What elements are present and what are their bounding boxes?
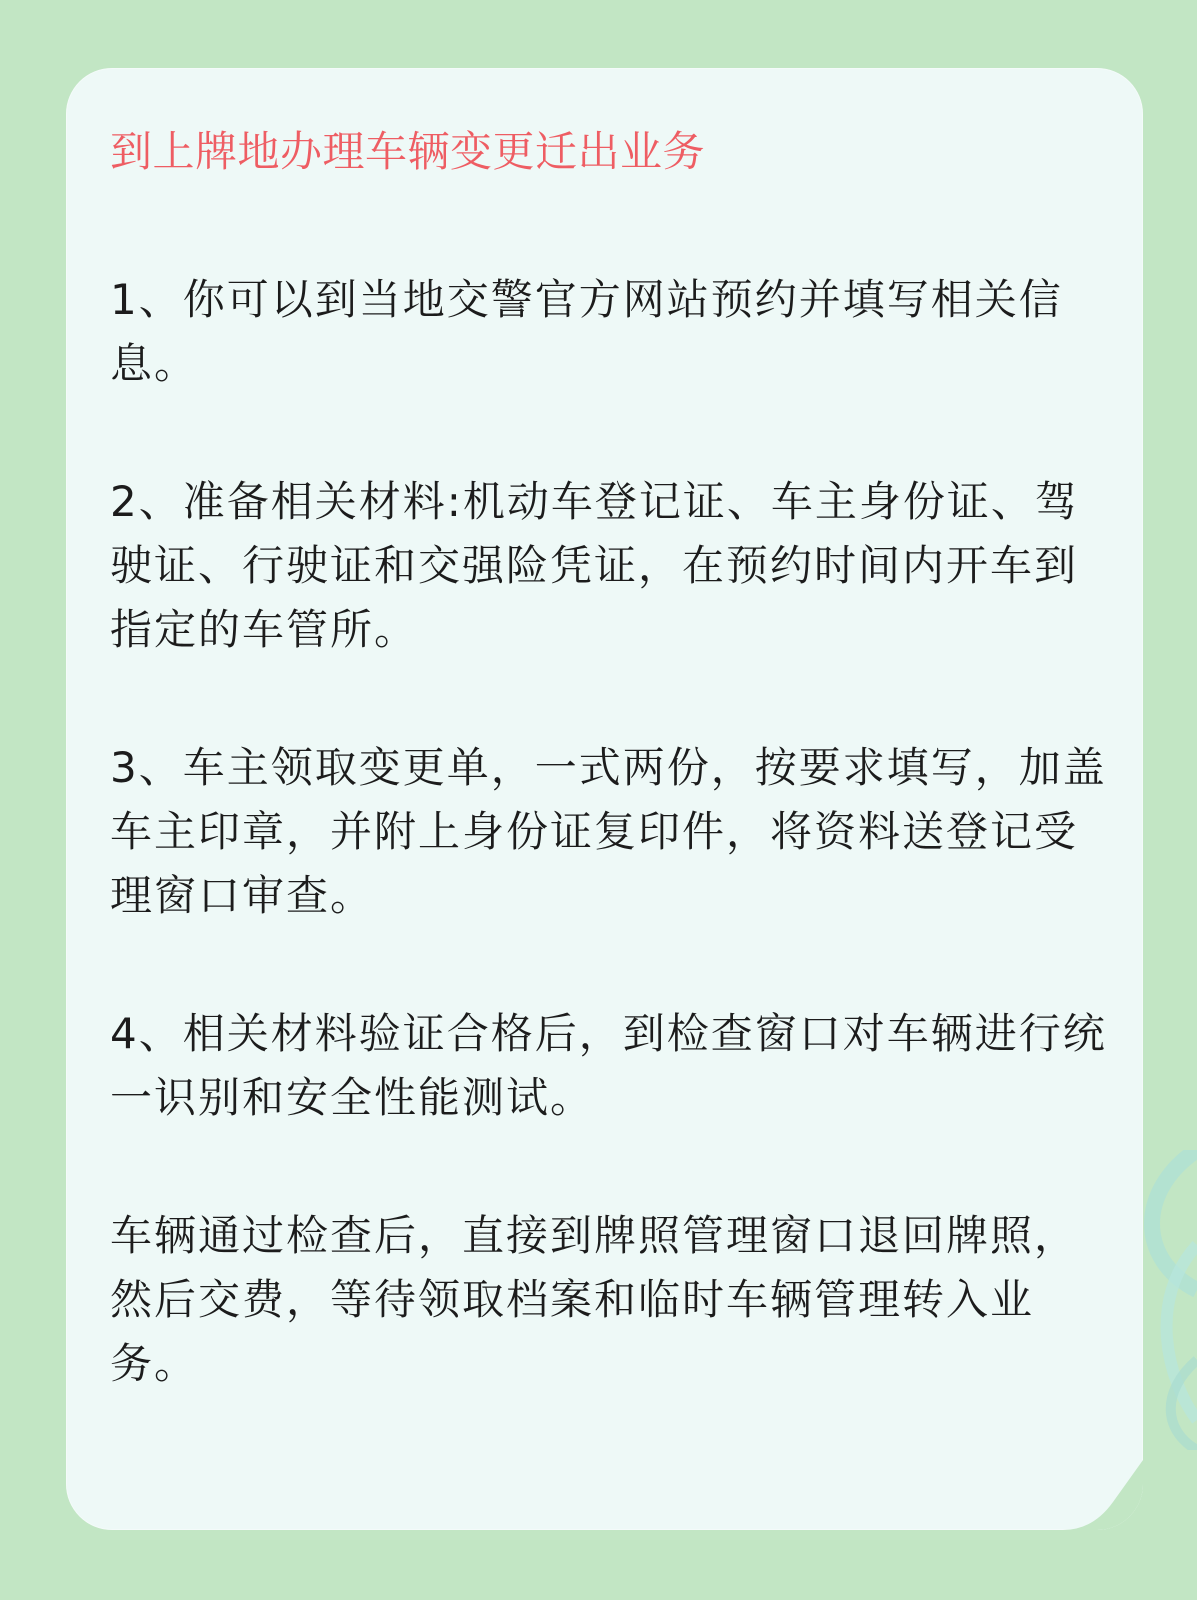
step-3-paragraph: 3、车主领取变更单，一式两份，按要求填写，加盖车主印章，并附上身份证复印件，将资料送登记受理窗口审查。 [110, 743, 1107, 920]
step-2-paragraph: 2、准备相关材料:机动车登记证、车主身份证、驾驶证、行驶证和交强险凭证，在预约时间内开车到指定的车管所。 [110, 477, 1079, 654]
article-body [110, 120, 1110, 1396]
step-1-paragraph: 1、你可以到当地交警官方网站预约并填写相关信息。 [110, 275, 1063, 388]
step-4-paragraph: 4、相关材料验证合格后，到检查窗口对车辆进行统一识别和安全性能测试。 [110, 1009, 1107, 1122]
final-paragraph: 车辆通过检查后，直接到牌照管理窗口退回牌照，然后交费，等待领取档案和临时车辆管理转入业务。 [110, 1211, 1079, 1388]
card-corner-accent [763, 1460, 1143, 1530]
content-card [66, 68, 1143, 1530]
article-title: 到上牌地办理车辆变更迁出业务 [110, 127, 706, 176]
